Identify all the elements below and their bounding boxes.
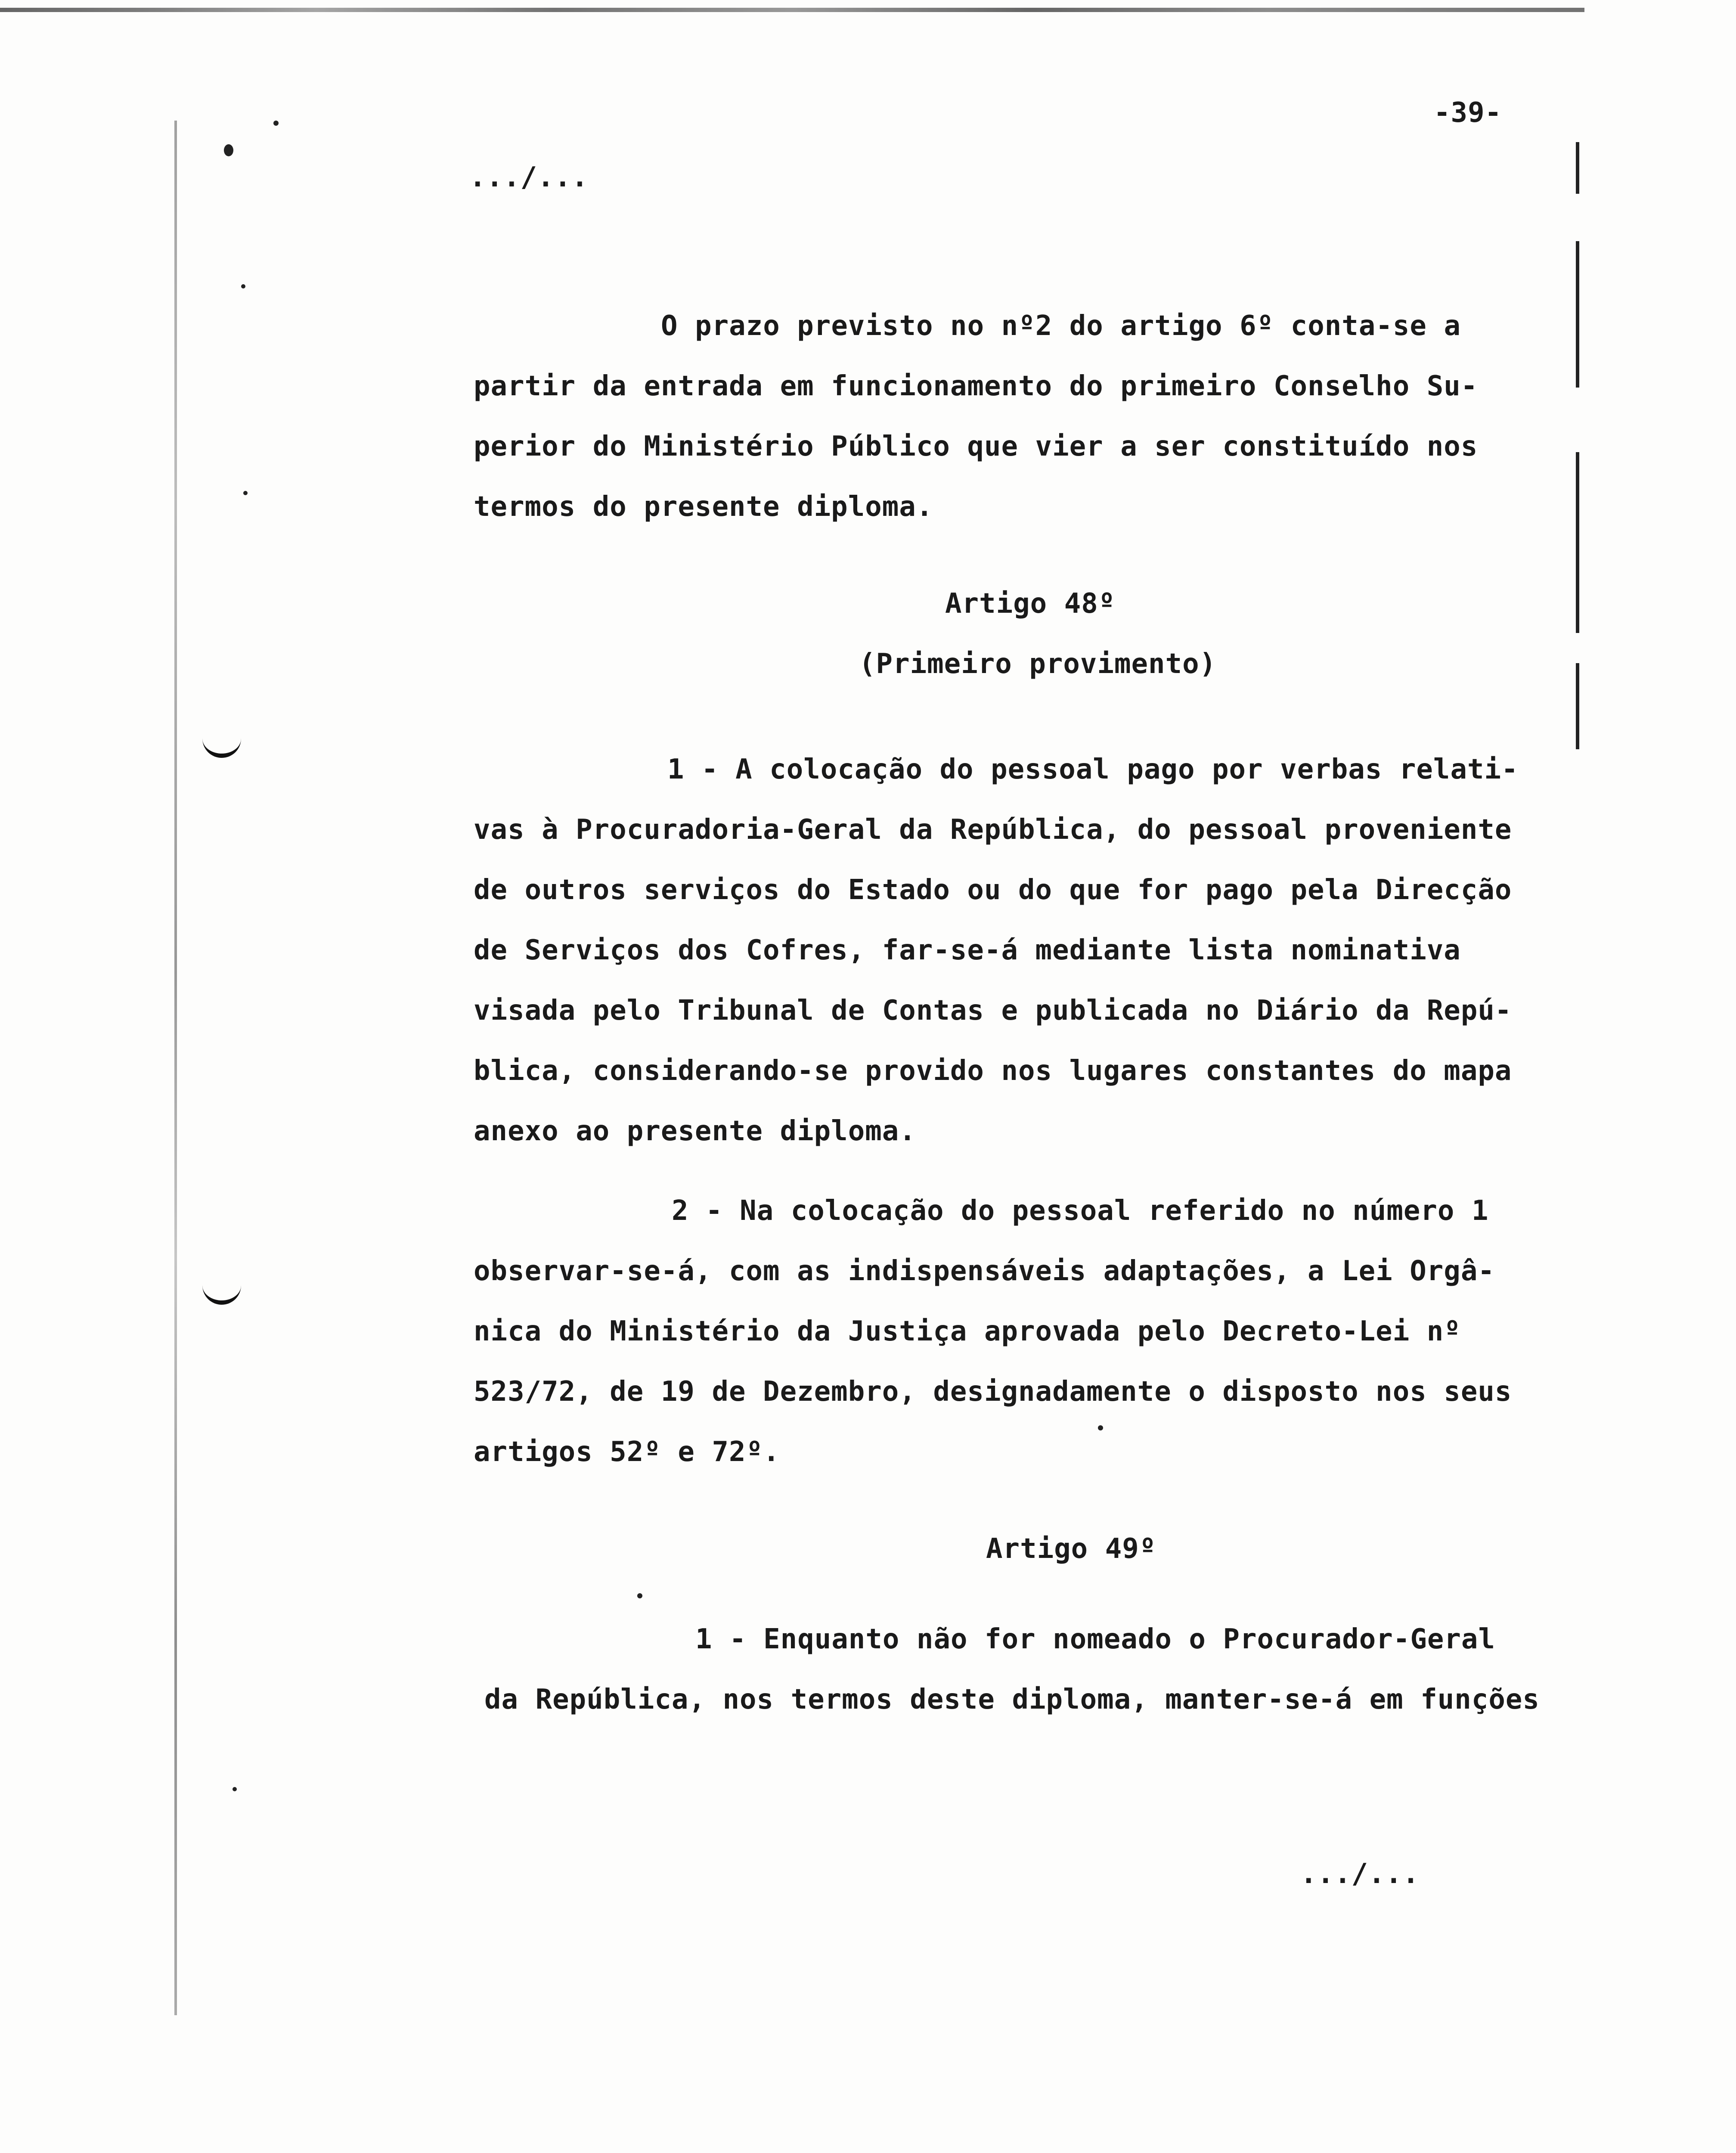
scan-speck <box>232 1787 237 1791</box>
paragraph-line: 1 - A colocação do pessoal pago por verbas relati- <box>667 754 1519 785</box>
scan-speck <box>243 491 248 495</box>
page-number: -39- <box>1434 97 1502 129</box>
paragraph-line: observar-se-á, com as indispensáveis adaptações, a Lei Orgâ- <box>474 1255 1495 1287</box>
article-subheading: (Primeiro provimento) <box>859 648 1217 680</box>
paragraph-line: da República, nos termos deste diploma, manter-se-á em funções <box>484 1684 1540 1716</box>
paragraph-line: vas à Procuradoria-Geral da República, do pessoal proveniente <box>474 814 1512 846</box>
footer-continuation: .../... <box>1300 1858 1420 1890</box>
scan-top-edge <box>0 8 1584 12</box>
paragraph-line: artigos 52º e 72º. <box>474 1436 780 1468</box>
article-heading: Artigo 49º <box>986 1533 1156 1565</box>
scan-speck <box>1098 1425 1103 1430</box>
header-continuation: .../... <box>469 161 589 193</box>
scan-speck <box>241 284 245 289</box>
paragraph-line: partir da entrada em funcionamento do primeiro Conselho Su- <box>474 370 1478 402</box>
paragraph-line: anexo ao presente diploma. <box>474 1115 916 1147</box>
paragraph-line: 2 - Na colocação do pessoal referido no número 1 <box>672 1195 1489 1227</box>
paragraph-line: termos do presente diploma. <box>474 491 933 523</box>
binder-hole-mark <box>202 728 241 758</box>
scan-left-margin-line <box>174 121 177 2015</box>
paragraph-line: blica, considerando-se provido nos lugares constantes do mapa <box>474 1055 1512 1087</box>
paragraph-line: 1 - Enquanto não for nomeado o Procurador-Geral <box>695 1623 1495 1655</box>
paragraph-line: de Serviços dos Cofres, far-se-á mediante lista nominativa <box>474 934 1461 966</box>
paragraph-line: 523/72, de 19 de Dezembro, designadamente o disposto nos seus <box>474 1376 1512 1408</box>
paragraph-line: visada pelo Tribunal de Contas e publicada no Diário da Repú- <box>474 995 1512 1027</box>
scan-right-edge-mark <box>1576 452 1579 633</box>
scan-speck <box>273 121 279 126</box>
paragraph-line: O prazo previsto no nº2 do artigo 6º conta-se a <box>661 310 1461 342</box>
paragraph-line: nica do Ministério da Justiça aprovada pelo Decreto-Lei nº <box>474 1315 1461 1347</box>
paragraph-line: de outros serviços do Estado ou do que for pago pela Direcção <box>474 874 1512 906</box>
scan-speck <box>637 1593 642 1598</box>
article-heading: Artigo 48º <box>945 588 1116 620</box>
scan-right-edge-mark <box>1576 663 1579 749</box>
scan-speck <box>224 144 233 156</box>
paragraph-line: perior do Ministério Público que vier a ser constituído nos <box>474 431 1478 462</box>
scan-right-edge-mark <box>1576 142 1579 194</box>
binder-hole-mark <box>202 1275 241 1305</box>
scan-right-edge-mark <box>1576 241 1579 388</box>
